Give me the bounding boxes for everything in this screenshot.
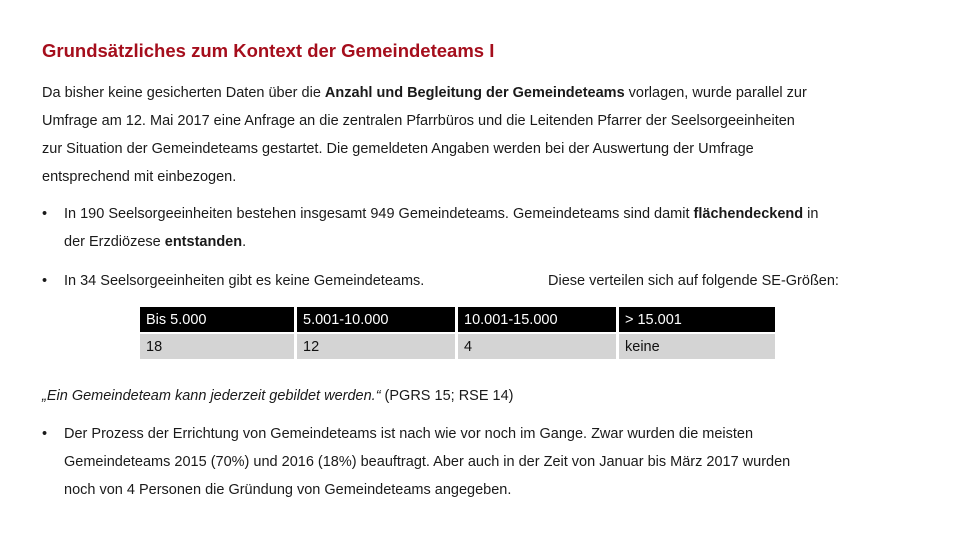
table-header-cell: > 15.001 bbox=[619, 307, 775, 332]
table-cell: keine bbox=[619, 334, 775, 359]
table-cell: 18 bbox=[140, 334, 294, 359]
table-cell: 12 bbox=[297, 334, 455, 359]
table-header-cell: 5.001-10.000 bbox=[297, 307, 455, 332]
intro-line: Umfrage am 12. Mai 2017 eine Anfrage an die zentralen Pfarrbüros und die Leitenden Pfarrer der Seelsorgeeinheiten bbox=[42, 113, 795, 129]
bullet-line bbox=[64, 228, 922, 256]
table-row bbox=[140, 334, 775, 359]
bullet-text: In 190 Seelsorgeeinheiten bestehen insgesamt 949 Gemeindeteams. Gemeindeteams sind damit bbox=[64, 206, 694, 222]
intro-line: zur Situation der Gemeindeteams gestartet. Die gemeldeten Angaben werden bei der Auswertung der Umfrage bbox=[42, 141, 754, 157]
table-cell: 4 bbox=[458, 334, 616, 359]
bullet-text: in bbox=[803, 206, 819, 222]
intro-text: Da bisher keine gesicherten Daten über die bbox=[42, 85, 325, 101]
bullet-item-prozess bbox=[42, 420, 922, 504]
intro-text: vorlagen, wurde parallel zur bbox=[624, 85, 807, 101]
bullet-line: noch von 4 Personen die Gründung von Gemeindeteams angegeben. bbox=[64, 482, 512, 498]
table-header-row bbox=[140, 307, 775, 332]
bullet-item-keine-teams bbox=[42, 267, 922, 295]
slide-title: Grundsätzliches zum Kontext der Gemeindeteams I bbox=[42, 40, 495, 61]
intro-bold-text: Anzahl und Begleitung der Gemeindeteams bbox=[324, 85, 625, 101]
bullet-icon: • bbox=[42, 273, 48, 289]
table-header-cell: 10.001-15.000 bbox=[458, 307, 616, 332]
bullet-icon: • bbox=[42, 206, 48, 222]
bullet-bold-text: flächendeckend bbox=[693, 206, 804, 222]
quote-text: „Ein Gemeindeteam kann jederzeit gebildet werden.“ bbox=[42, 388, 381, 404]
bullet-line: Der Prozess der Errichtung von Gemeindeteams ist nach wie vor noch im Gange. Zwar wurden die meisten bbox=[64, 426, 754, 442]
table-header-cell: Bis 5.000 bbox=[140, 307, 294, 332]
se-size-table bbox=[137, 305, 778, 361]
bullet-bold-text: entstanden bbox=[164, 234, 243, 250]
bullet-text: der Erzdiözese bbox=[64, 234, 165, 250]
intro-paragraph bbox=[42, 79, 922, 191]
quote-reference: (PGRS 15; RSE 14) bbox=[380, 388, 514, 404]
intro-line: entsprechend mit einbezogen. bbox=[42, 169, 237, 185]
bullet-line bbox=[64, 200, 922, 228]
bullet-icon: • bbox=[42, 426, 48, 442]
bullet-line: In 34 Seelsorgeeinheiten gibt es keine Gemeindeteams. bbox=[64, 273, 425, 289]
bullet-item-flaechendeckend bbox=[42, 200, 922, 256]
quote bbox=[42, 385, 514, 407]
bullet-line-right: Diese verteilen sich auf folgende SE-Größen: bbox=[548, 273, 839, 289]
bullet-text: . bbox=[242, 234, 247, 250]
bullet-line: Gemeindeteams 2015 (70%) und 2016 (18%) beauftragt. Aber auch in der Zeit von Januar bis März 2017 wurden bbox=[64, 454, 791, 470]
intro-line bbox=[42, 79, 922, 107]
